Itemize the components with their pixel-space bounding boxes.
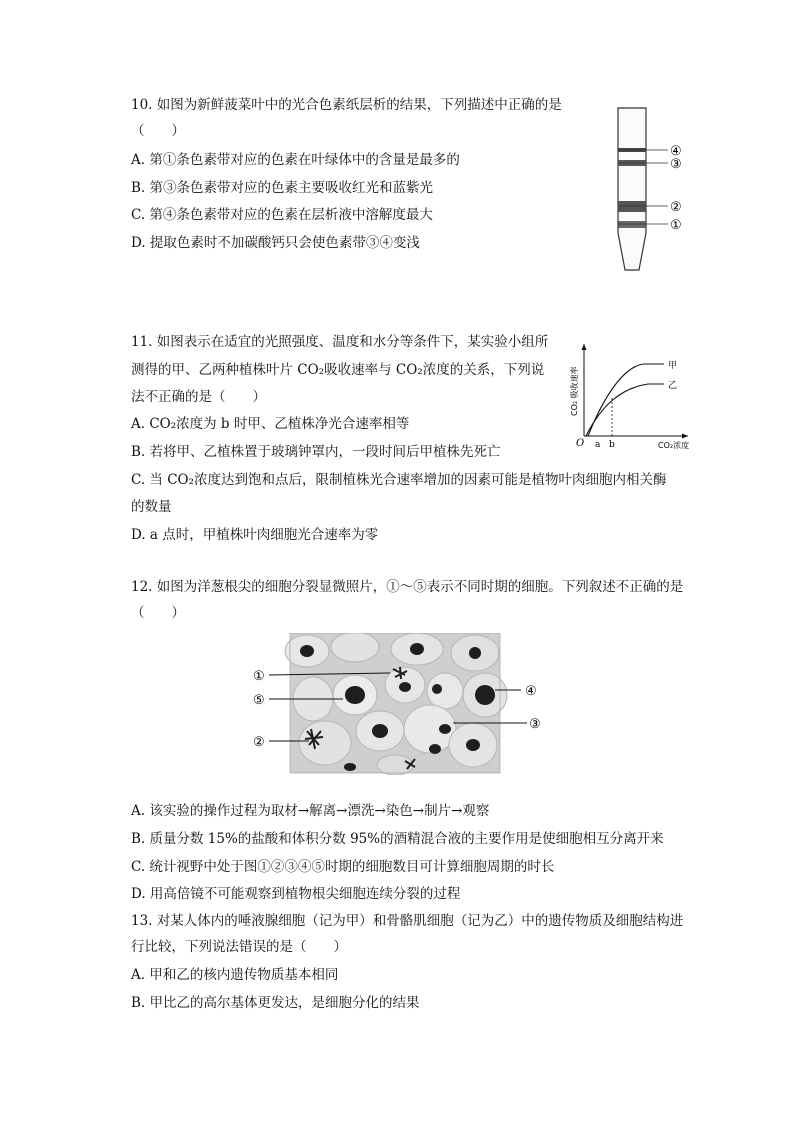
- band-label-2: ②: [670, 200, 682, 215]
- band-label-3: ③: [670, 157, 682, 172]
- point-a-label: a: [595, 440, 601, 450]
- q10-stem: 10. 如图为新鲜菠菜叶中的光合色素纸层析的结果，下列描述中正确的是: [131, 97, 562, 113]
- q13-option-b: B. 甲比乙的高尔基体更发达，是细胞分化的结果: [131, 995, 420, 1011]
- q10-bracket: （ ）: [131, 123, 185, 139]
- y-axis-label: CO₂ 吸收速率: [570, 366, 579, 416]
- co2-absorption-graph: [566, 338, 696, 458]
- q10-option-c: C. 第④条色素带对应的色素在层析液中溶解度最大: [131, 207, 433, 223]
- point-b-label: b: [609, 440, 615, 450]
- cell-label-4: ④: [525, 684, 537, 699]
- cell-label-2: ②: [253, 735, 265, 750]
- cell-label-1: ①: [253, 669, 265, 684]
- onion-root-tip-micrograph: [245, 633, 545, 775]
- q12-option-b: B. 质量分数 15%的盐酸和体积分数 95%的酒精混合液的主要作用是使细胞相互分离开来: [131, 831, 664, 847]
- band-label-4: ④: [670, 144, 682, 159]
- q11-option-b: B. 若将甲、乙植株置于玻璃钟罩内，一段时间后甲植株先死亡: [131, 444, 501, 460]
- q13-stem-line1: 13. 对某人体内的唾液腺细胞（记为甲）和骨骼肌细胞（记为乙）中的遗传物质及细胞结构进: [131, 913, 684, 929]
- q11-option-c-line1: C. 当 CO₂浓度达到饱和点后，限制植株光合速率增加的因素可能是植物叶肉细胞内相关酶: [131, 472, 667, 488]
- q12-stem: 12. 如图为洋葱根尖的细胞分裂显微照片，①～⑤表示不同时期的细胞。下列叙述不正确的是: [131, 579, 684, 595]
- series-label-jia: 甲: [668, 361, 678, 371]
- cell-label-5: ⑤: [253, 693, 265, 708]
- q11-stem-line3: 法不正确的是（ ）: [131, 389, 266, 405]
- q12-option-c: C. 统计视野中处于图①②③④⑤时期的细胞数目可计算细胞周期的时长: [131, 859, 555, 875]
- origin-label: O: [576, 438, 585, 449]
- series-label-yi: 乙: [668, 381, 678, 391]
- q11-option-d: D. a 点时，甲植株叶肉细胞光合速率为零: [131, 527, 379, 543]
- q11-option-a: A. CO₂浓度为 b 时甲、乙植株净光合速率相等: [131, 416, 410, 432]
- curve-yi: [586, 384, 664, 436]
- q13-stem-line2: 行比较，下列说法错误的是（ ）: [131, 939, 347, 955]
- band-1: [619, 221, 646, 228]
- q10-option-a: A. 第①条色素带对应的色素在叶绿体中的含量是最多的: [131, 152, 460, 168]
- q11-stem-line1: 11. 如图表示在适宜的光照强度、温度和水分等条件下，某实验小组所: [131, 334, 549, 350]
- x-axis-label: CO₂浓度: [658, 441, 690, 450]
- q12-option-d: D. 用高倍镜不可能观察到植物根尖细胞连续分裂的过程: [131, 886, 461, 902]
- band-label-1: ①: [670, 218, 682, 233]
- q10-option-b: B. 第③条色素带对应的色素主要吸收红光和蓝紫光: [131, 180, 434, 196]
- q12-bracket: （ ）: [131, 605, 185, 621]
- band-2: [619, 201, 646, 212]
- q12-option-a: A. 该实验的操作过程为取材→解离→漂洗→染色→制片→观察: [131, 803, 490, 819]
- curve-jia: [588, 364, 664, 436]
- paper-strip: [618, 108, 646, 270]
- q13-option-a: A. 甲和乙的核内遗传物质基本相同: [131, 967, 339, 983]
- q10-option-d: D. 提取色素时不加碳酸钙只会使色素带③④变浅: [131, 235, 420, 251]
- chromatography-strip-figure: [608, 105, 696, 275]
- q11-stem-line2: 测得的甲、乙两种植株叶片 CO₂吸收速率与 CO₂浓度的关系，下列说: [131, 362, 545, 378]
- cell-label-3: ③: [529, 717, 541, 732]
- q11-option-c-line2: 的数量: [131, 499, 172, 515]
